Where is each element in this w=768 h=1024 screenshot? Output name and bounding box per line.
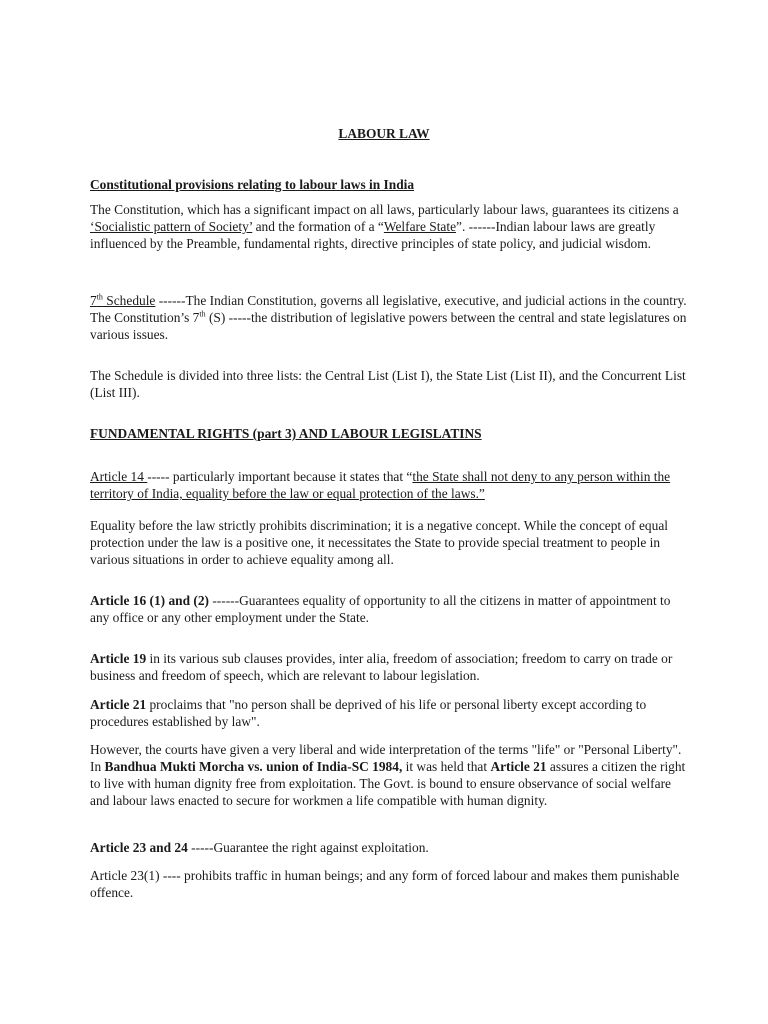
label-article-21-inline: Article 21 — [490, 759, 547, 774]
text-run: -----Guarantee the right against exploitation. — [187, 840, 429, 855]
paragraph-7th-schedule — [90, 292, 690, 343]
label-7th-schedule — [90, 293, 155, 308]
section-heading-fundamental-rights: FUNDAMENTAL RIGHTS (part 3) AND LABOUR LEGISLATINS — [90, 426, 482, 441]
text-run: assures a citizen the right to live with human dignity free from exploitation. The Govt. is bound to ensure observance of social welfare and labour laws enacted to secure for workmen a life compatible with human dignity. — [90, 759, 686, 808]
superscript: th — [199, 309, 206, 319]
paragraph-article-21 — [90, 696, 690, 730]
label-article-21: Article 21 — [90, 697, 147, 712]
paragraph-article-16 — [90, 592, 690, 626]
label-article-14: Article 14 — [90, 469, 148, 484]
paragraph-schedule-lists: The Schedule is divided into three lists: the Central List (List I), the State List (List II), and the Concurrent List (List III). — [90, 368, 686, 400]
text-run: However, the courts have given a very liberal and wide interpretation of the terms "life" or "Personal Liberty". In — [90, 742, 682, 774]
paragraph-article-19 — [90, 650, 690, 684]
text-run: proclaims that "no person shall be deprived of his life or personal liberty except according to procedures established by law". — [90, 697, 647, 729]
text-run: ”. ------Indian labour laws are greatly influenced by the Preamble, fundamental rights, directive principles of state policy, and judicial wisdom. — [90, 219, 656, 251]
underlined-phrase-welfare-state: Welfare State — [383, 219, 457, 234]
section-heading-constitutional: Constitutional provisions relating to labour laws in India — [90, 177, 415, 192]
text-run: and the formation of a “ — [252, 219, 384, 234]
paragraph-constitution — [90, 201, 690, 252]
text-run: ----- particularly important because it states that “ — [147, 469, 413, 484]
label-article-23-24: Article 23 and 24 — [90, 840, 188, 855]
text-run: The Constitution’s 7 — [90, 310, 200, 325]
text-run: The Constitution, which has a significant impact on all laws, particularly labour laws, guarantees its citizens a — [90, 202, 679, 217]
paragraph-article-23-24 — [90, 839, 690, 856]
text-run: it was held that — [402, 759, 491, 774]
label-article-19: Article 19 — [90, 651, 147, 666]
underlined-quote-article-14: the State shall not deny to any person within the territory of India, equality before the law or equal protection of the laws.” — [90, 469, 671, 501]
superscript: th — [96, 292, 103, 302]
text-run: in its various sub clauses provides, inter alia, freedom of association; freedom to carry on trade or business and freedom of speech, which are relevant to labour legislation. — [90, 651, 673, 683]
label-article-16: Article 16 (1) and (2) — [90, 593, 209, 608]
text-run: ------Guarantees equality of opportunity to all the citizens in matter of appointment to any office or any other employment under the State. — [90, 593, 671, 625]
paragraph-article-23-1: Article 23(1) ---- prohibits traffic in human beings; and any form of forced labour and makes them punishable offence. — [90, 868, 680, 900]
paragraph-equality: Equality before the law strictly prohibits discrimination; it is a negative concept. While the concept of equal protection under the law is a positive one, it necessitates the State to provide special treatment to people in various situations in order to achieve equality among all. — [90, 518, 668, 567]
underlined-phrase-socialistic: ‘Socialistic pattern of Society’ — [90, 219, 253, 234]
text-run: Schedule — [102, 293, 156, 308]
text-run: 7 — [90, 293, 97, 308]
document-title: LABOUR LAW — [338, 126, 430, 141]
text-run: (S) -----the distribution of legislative powers between the central and state legislatures on various issues. — [90, 310, 687, 342]
paragraph-interpretation — [90, 741, 690, 809]
paragraph-article-14 — [90, 468, 690, 502]
text-run: ------The Indian Constitution, governs all legislative, executive, and judicial actions in the country. — [155, 293, 687, 308]
case-citation: Bandhua Mukti Morcha vs. union of India-SC 1984, — [104, 759, 403, 774]
